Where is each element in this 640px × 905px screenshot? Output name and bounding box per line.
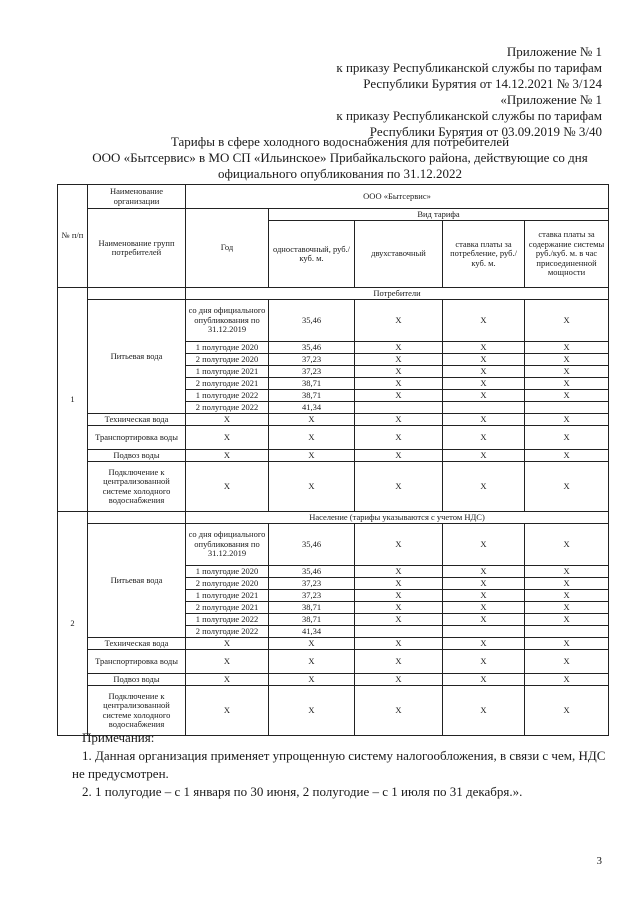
capacity-cell: X xyxy=(525,578,609,590)
year-cell: 1 полугодие 2020 xyxy=(186,566,269,578)
table-row xyxy=(58,524,609,566)
table-row xyxy=(58,638,609,650)
section-heading: Потребители xyxy=(186,288,609,300)
group-name-cell: Техническая вода xyxy=(88,414,186,426)
one-rate-cell: X xyxy=(269,414,355,426)
section-number: 1 xyxy=(58,288,88,512)
group-name-cell: Транспортировка воды xyxy=(88,650,186,674)
one-rate-cell: 35,46 xyxy=(269,300,355,342)
one-rate-cell: X xyxy=(269,638,355,650)
two-rate-cell: X xyxy=(355,686,443,736)
capacity-cell: X xyxy=(525,342,609,354)
header-group: Наименование групп потребителей xyxy=(88,209,186,288)
year-cell: X xyxy=(186,450,269,462)
capacity-cell: X xyxy=(525,390,609,402)
header-year: Год xyxy=(186,209,269,288)
two-rate-cell: X xyxy=(355,390,443,402)
consumption-cell: X xyxy=(443,300,525,342)
two-rate-cell: X xyxy=(355,602,443,614)
consumption-cell: X xyxy=(443,378,525,390)
table-row xyxy=(58,650,609,674)
consumption-cell xyxy=(443,402,525,414)
capacity-cell: X xyxy=(525,462,609,512)
consumption-cell: X xyxy=(443,686,525,736)
capacity-cell: X xyxy=(525,414,609,426)
capacity-cell: X xyxy=(525,450,609,462)
group-name-cell: Подключение к централизованной системе холодного водоснабжения xyxy=(88,686,186,736)
two-rate-cell: X xyxy=(355,378,443,390)
tariff-table xyxy=(57,184,609,736)
table-row xyxy=(58,414,609,426)
capacity-cell xyxy=(525,402,609,414)
section-heading-row xyxy=(58,288,609,300)
one-rate-cell: X xyxy=(269,462,355,512)
capacity-cell: X xyxy=(525,650,609,674)
capacity-cell: X xyxy=(525,426,609,450)
two-rate-cell: X xyxy=(355,450,443,462)
two-rate-cell: X xyxy=(355,366,443,378)
consumption-cell: X xyxy=(443,462,525,512)
consumption-cell: X xyxy=(443,566,525,578)
title-line: официального опубликования по 31.12.2022 xyxy=(217,166,463,181)
section-heading-row xyxy=(58,512,609,524)
one-rate-cell: 38,71 xyxy=(269,390,355,402)
section-number: 2 xyxy=(58,512,88,736)
consumption-cell: X xyxy=(443,524,525,566)
consumption-cell: X xyxy=(443,638,525,650)
header-no: № п/п xyxy=(58,185,88,288)
two-rate-cell: X xyxy=(355,462,443,512)
one-rate-cell: 37,23 xyxy=(269,366,355,378)
consumption-cell xyxy=(443,626,525,638)
group-name-cell: Транспортировка воды xyxy=(88,426,186,450)
year-cell: 1 полугодие 2020 xyxy=(186,342,269,354)
header-org-name: Наименование организации xyxy=(88,185,186,209)
table-row xyxy=(58,426,609,450)
year-cell: X xyxy=(186,426,269,450)
one-rate-cell: X xyxy=(269,426,355,450)
two-rate-cell xyxy=(355,402,443,414)
page-number: 3 xyxy=(596,855,602,867)
header-capacity: ставка платы за содержание системы руб./куб. м. в час присоединенной мощности xyxy=(525,221,609,288)
header-line: к приказу Республиканской службы по тарифам xyxy=(336,60,602,75)
one-rate-cell: 35,46 xyxy=(269,342,355,354)
document-header xyxy=(336,44,602,140)
year-cell: со дня официального опубликования по 31.12.2019 xyxy=(186,300,269,342)
title-line: Тарифы в сфере холодного водоснабжения для потребителей xyxy=(170,134,510,149)
two-rate-cell: X xyxy=(355,354,443,366)
notes-block xyxy=(72,729,612,801)
table-row xyxy=(58,674,609,686)
two-rate-cell: X xyxy=(355,414,443,426)
one-rate-cell: X xyxy=(269,450,355,462)
year-cell: 2 полугодие 2022 xyxy=(186,402,269,414)
header-line: к приказу Республиканской службы по тарифам xyxy=(336,108,602,123)
consumption-cell: X xyxy=(443,650,525,674)
two-rate-cell: X xyxy=(355,426,443,450)
consumption-cell: X xyxy=(443,426,525,450)
group-name-cell: Техническая вода xyxy=(88,638,186,650)
consumption-cell: X xyxy=(443,450,525,462)
blank-cell xyxy=(88,512,186,524)
capacity-cell: X xyxy=(525,354,609,366)
consumption-cell: X xyxy=(443,614,525,626)
title-line: ООО «Бытсервис» в МО СП «Ильинское» Прибайкальского района, действующие со дня xyxy=(92,150,588,165)
header-tariff-type: Вид тарифа xyxy=(269,209,609,221)
capacity-cell: X xyxy=(525,366,609,378)
one-rate-cell: 37,23 xyxy=(269,590,355,602)
capacity-cell: X xyxy=(525,674,609,686)
capacity-cell: X xyxy=(525,638,609,650)
year-cell: 2 полугодие 2020 xyxy=(186,354,269,366)
consumption-cell: X xyxy=(443,602,525,614)
capacity-cell: X xyxy=(525,300,609,342)
two-rate-cell: X xyxy=(355,578,443,590)
one-rate-cell: X xyxy=(269,674,355,686)
consumption-cell: X xyxy=(443,366,525,378)
group-drinking-water: Питьевая вода xyxy=(88,300,186,414)
capacity-cell: X xyxy=(525,686,609,736)
note-item: 1. Данная организация применяет упрощенную систему налогообложения, в связи с чем, НДС не предусмотрен. xyxy=(72,748,606,781)
two-rate-cell: X xyxy=(355,342,443,354)
two-rate-cell: X xyxy=(355,524,443,566)
year-cell: X xyxy=(186,638,269,650)
blank-cell xyxy=(88,288,186,300)
one-rate-cell: 38,71 xyxy=(269,602,355,614)
year-cell: 2 полугодие 2020 xyxy=(186,578,269,590)
year-cell: 2 полугодие 2022 xyxy=(186,626,269,638)
table-row xyxy=(58,462,609,512)
note-item: 2. 1 полугодие – с 1 января по 30 июня, 2 полугодие – с 1 июля по 31 декабря.». xyxy=(82,784,523,799)
header-consumption: ставка платы за потребление, руб./ куб. м. xyxy=(443,221,525,288)
capacity-cell: X xyxy=(525,590,609,602)
table-row xyxy=(58,686,609,736)
capacity-cell: X xyxy=(525,602,609,614)
header-line: Приложение № 1 xyxy=(506,44,602,59)
one-rate-cell: 35,46 xyxy=(269,524,355,566)
header-line: Республики Бурятия от 14.12.2021 № 3/124 xyxy=(363,76,602,91)
consumption-cell: X xyxy=(443,578,525,590)
one-rate-cell: 41,34 xyxy=(269,402,355,414)
group-name-cell: Подвоз воды xyxy=(88,674,186,686)
header-two-rate: двухставочный xyxy=(355,221,443,288)
capacity-cell: X xyxy=(525,524,609,566)
group-drinking-water: Питьевая вода xyxy=(88,524,186,638)
two-rate-cell: X xyxy=(355,638,443,650)
table-row xyxy=(58,450,609,462)
one-rate-cell: 38,71 xyxy=(269,614,355,626)
two-rate-cell: X xyxy=(355,590,443,602)
capacity-cell: X xyxy=(525,378,609,390)
two-rate-cell: X xyxy=(355,614,443,626)
year-cell: 1 полугодие 2021 xyxy=(186,590,269,602)
table-row xyxy=(58,300,609,342)
org-name: ООО «Бытсервис» xyxy=(186,185,609,209)
section-heading: Население (тарифы указываются с учетом НДС) xyxy=(186,512,609,524)
year-cell: со дня официального опубликования по 31.12.2019 xyxy=(186,524,269,566)
capacity-cell xyxy=(525,626,609,638)
header-line: «Приложение № 1 xyxy=(500,92,602,107)
year-cell: 2 полугодие 2021 xyxy=(186,378,269,390)
year-cell: X xyxy=(186,414,269,426)
year-cell: 1 полугодие 2022 xyxy=(186,614,269,626)
one-rate-cell: 35,46 xyxy=(269,566,355,578)
one-rate-cell: 41,34 xyxy=(269,626,355,638)
two-rate-cell: X xyxy=(355,674,443,686)
year-cell: 2 полугодие 2021 xyxy=(186,602,269,614)
header-line: Республики Бурятия от 03.09.2019 № 3/40 xyxy=(369,124,602,139)
year-cell: X xyxy=(186,674,269,686)
two-rate-cell xyxy=(355,626,443,638)
consumption-cell: X xyxy=(443,342,525,354)
two-rate-cell: X xyxy=(355,566,443,578)
consumption-cell: X xyxy=(443,354,525,366)
consumption-cell: X xyxy=(443,414,525,426)
one-rate-cell: 38,71 xyxy=(269,378,355,390)
document-title xyxy=(60,134,620,182)
capacity-cell: X xyxy=(525,614,609,626)
consumption-cell: X xyxy=(443,674,525,686)
year-cell: X xyxy=(186,462,269,512)
consumption-cell: X xyxy=(443,390,525,402)
capacity-cell: X xyxy=(525,566,609,578)
header-one-rate: одноставочный, руб./ куб. м. xyxy=(269,221,355,288)
one-rate-cell: X xyxy=(269,686,355,736)
one-rate-cell: 37,23 xyxy=(269,354,355,366)
group-name-cell: Подключение к централизованной системе холодного водоснабжения xyxy=(88,462,186,512)
notes-title: Примечания: xyxy=(82,730,155,745)
group-name-cell: Подвоз воды xyxy=(88,450,186,462)
two-rate-cell: X xyxy=(355,300,443,342)
year-cell: X xyxy=(186,686,269,736)
two-rate-cell: X xyxy=(355,650,443,674)
year-cell: 1 полугодие 2022 xyxy=(186,390,269,402)
consumption-cell: X xyxy=(443,590,525,602)
year-cell: 1 полугодие 2021 xyxy=(186,366,269,378)
one-rate-cell: X xyxy=(269,650,355,674)
one-rate-cell: 37,23 xyxy=(269,578,355,590)
year-cell: X xyxy=(186,650,269,674)
